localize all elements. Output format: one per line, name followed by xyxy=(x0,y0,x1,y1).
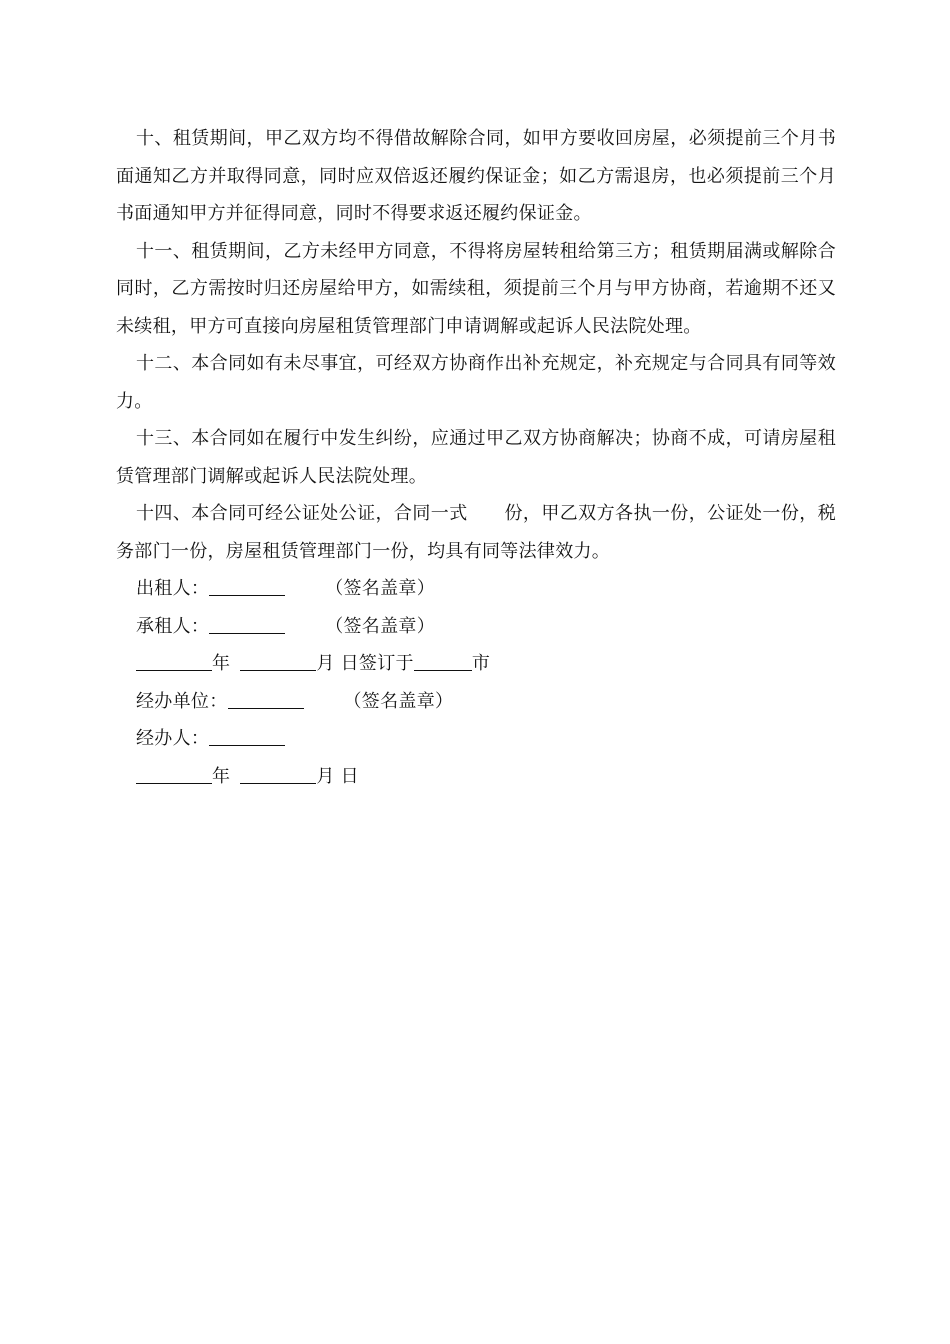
signed-at-label: 日签订于 xyxy=(340,653,414,674)
agency-line xyxy=(116,683,836,721)
month-label: 月 xyxy=(316,653,335,674)
city-blank xyxy=(414,650,472,671)
clause-10: 十、租赁期间，甲乙双方均不得借故解除合同，如甲方要收回房屋，必须提前三个月书面通知乙方并取得同意，同时应双倍返还履约保证金；如乙方需退房，也必须提前三个月书面通知甲方并征得同意，同时不得要求返还履约保证金。 xyxy=(116,128,836,224)
clause-12: 十二、本合同如有未尽事宜，可经双方协商作出补充规定，补充规定与合同具有同等效力。 xyxy=(116,353,836,412)
agency-blank xyxy=(228,688,304,709)
handler-blank xyxy=(209,725,285,746)
clause-13: 十三、本合同如在履行中发生纠纷，应通过甲乙双方协商解决；协商不成，可请房屋租赁管理部门调解或起诉人民法院处理。 xyxy=(116,428,836,487)
handler-line xyxy=(116,720,836,758)
handler-month-label: 月 xyxy=(316,765,335,787)
handler-year-blank xyxy=(136,763,212,784)
city-label: 市 xyxy=(471,653,491,674)
handler-year-label: 年 xyxy=(212,765,231,787)
signature-block xyxy=(116,570,836,795)
handler-label: 经办人： xyxy=(136,728,210,749)
lessee-label: 承租人： xyxy=(136,615,210,637)
lessee-line xyxy=(116,608,836,646)
clause-11: 十一、租赁期间，乙方未经甲方同意，不得将房屋转租给第三方；租赁期届满或解除合同时，乙方需按时归还房屋给甲方，如需续租，须提前三个月与甲方协商，若逾期不还又未续租，甲方可直接向房屋租赁管理部门申请调解或起诉人民法院处理。 xyxy=(116,240,836,337)
lessor-label: 出租人： xyxy=(136,578,210,599)
contract-body xyxy=(116,120,836,795)
signing-date-line xyxy=(116,645,836,683)
agency-sign-seal: （签名盖章） xyxy=(343,690,454,712)
lessor-blank xyxy=(209,575,285,596)
year-label: 年 xyxy=(212,653,231,674)
lessor-sign-seal: （签名盖章） xyxy=(325,578,436,599)
year-blank xyxy=(136,650,212,671)
lessee-sign-seal: （签名盖章） xyxy=(325,615,436,637)
handler-month-blank xyxy=(240,763,316,784)
clause-14: 十四、本合同可经公证处公证，合同一式 份，甲乙双方各执一份，公证处一份，税务部门一份，房屋租赁管理部门一份，均具有同等法律效力。 xyxy=(116,503,836,562)
lessor-line xyxy=(116,570,836,608)
handler-date-line xyxy=(116,758,836,796)
agency-label: 经办单位： xyxy=(136,690,228,712)
handler-day-label: 日 xyxy=(340,765,359,787)
month-blank xyxy=(240,650,316,671)
lessee-blank xyxy=(209,613,285,634)
